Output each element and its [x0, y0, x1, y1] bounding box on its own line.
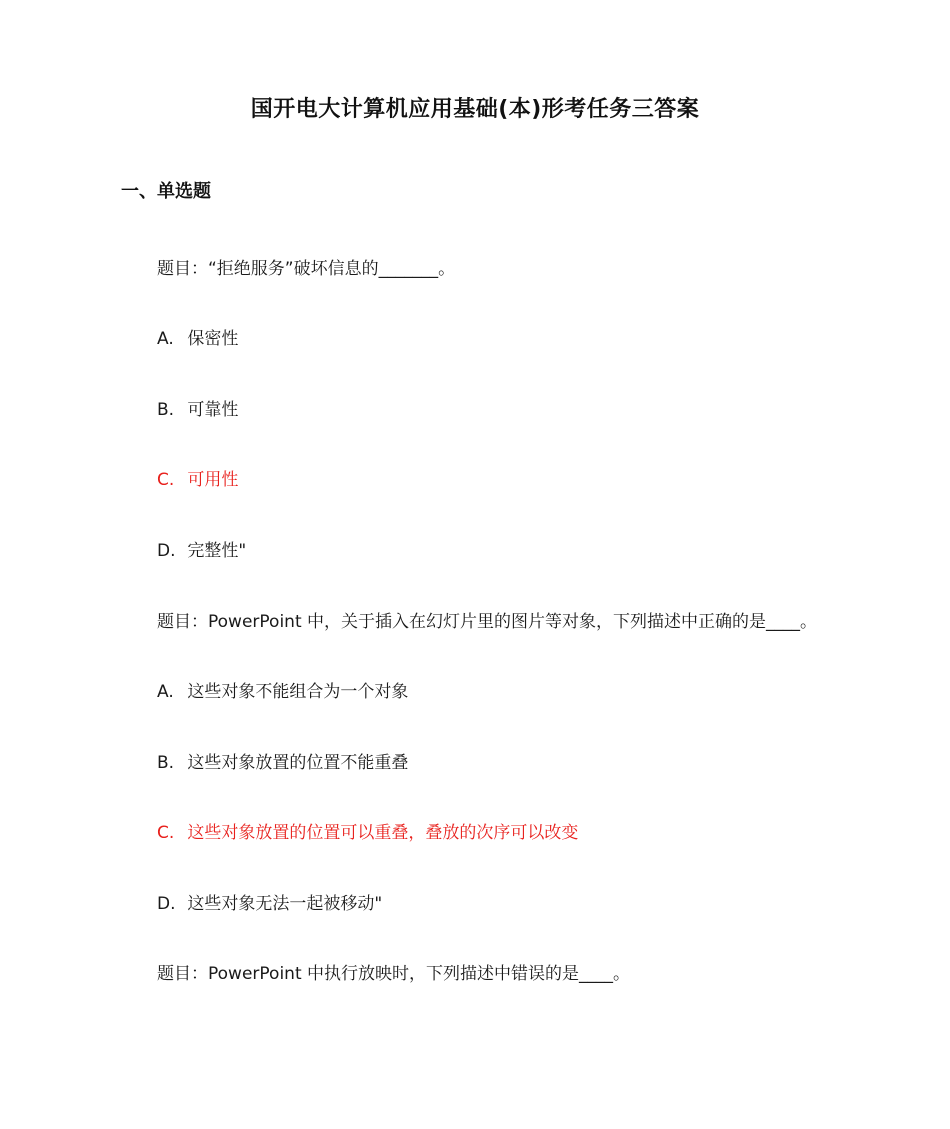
option-letter: C.	[157, 823, 175, 843]
option-letter: C.	[157, 470, 175, 490]
option-letter: A.	[157, 329, 174, 349]
option-c-correct	[157, 818, 578, 843]
option-b	[157, 395, 238, 420]
option-letter: D.	[157, 541, 176, 561]
option-b	[157, 748, 408, 773]
section-heading: 一、单选题	[121, 181, 211, 202]
option-c-correct	[157, 465, 238, 490]
option-letter: A.	[157, 682, 174, 702]
option-d	[157, 536, 246, 561]
option-text: 这些对象不能组合为一个对象	[187, 682, 409, 702]
option-letter: D.	[157, 894, 176, 914]
option-letter: B.	[157, 753, 175, 773]
option-a	[157, 324, 238, 349]
option-text: 完整性"	[187, 541, 247, 561]
option-text: 这些对象放置的位置可以重叠，叠放的次序可以改变	[187, 823, 579, 843]
option-a	[157, 677, 408, 702]
option-text: 这些对象放置的位置不能重叠	[187, 753, 409, 773]
option-text: 可靠性	[187, 400, 239, 420]
question-stem: 题目：“拒绝服务”破坏信息的_______。	[157, 259, 456, 279]
option-text: 这些对象无法一起被移动"	[187, 894, 383, 914]
option-text: 可用性	[187, 470, 239, 490]
option-letter: B.	[157, 400, 175, 420]
question-stem: 题目：PowerPoint 中，关于插入在幻灯片里的图片等对象，下列描述中正确的是____。	[157, 612, 818, 632]
option-d	[157, 889, 382, 914]
question-stem: 题目：PowerPoint 中执行放映时，下列描述中错误的是____。	[157, 964, 631, 984]
page-title: 国开电大计算机应用基础(本)形考任务三答案	[250, 97, 700, 122]
option-text: 保密性	[187, 329, 239, 349]
